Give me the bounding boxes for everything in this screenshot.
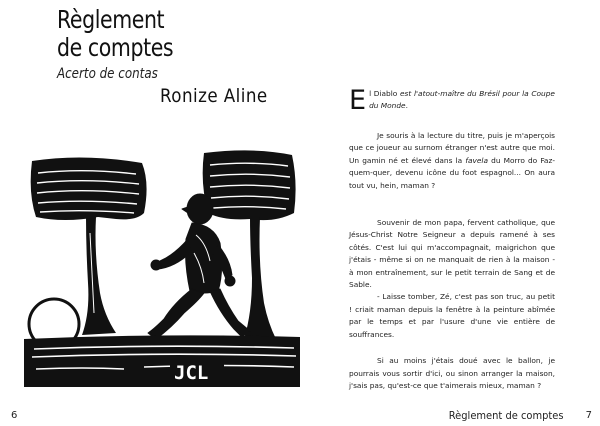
story-title <box>57 6 173 62</box>
story-subtitle: Acerto de contas <box>57 66 158 82</box>
left-tree-trunk <box>82 217 116 335</box>
paragraph-4: Si au moins j'étais doué avec le ballon, je pourrais vous sortir d'ici, ou sinon arranger la maison, j'sais pas, qu'est-ce que t'aimerais mieux, maman ? <box>349 356 555 390</box>
title-line-2: de comptes <box>57 33 174 62</box>
right-tree-trunk <box>244 217 276 339</box>
intro-italic: est l'atout-maître du Brésil pour la Coupe du Monde <box>369 89 555 111</box>
boy-leg-back <box>210 289 250 337</box>
ground <box>24 335 300 387</box>
running-head: Règlement de comptes <box>449 409 564 422</box>
paragraph-3: - Laisse tomber, Zé, c'est pas son truc, au petit ! criait maman depuis la fenêtre à la peinture abîmée par le temps et par l'usure d'une vie entière de souffrances. <box>349 292 555 339</box>
story-text <box>349 85 555 392</box>
page-number-left: 6 <box>11 410 18 421</box>
woodcut-illustration <box>24 143 300 387</box>
intro-end: . <box>405 101 408 111</box>
paragraph-1-end: du Morro do Faz-quem-quer, devenu icône du foot espagnol... On aura tout vu, hein, maman ? <box>349 155 555 190</box>
paragraph-2: Souvenir de mon papa, fervent catholique, que Jésus-Christ Notre Seigneur a depuis ramené à ses côtés. C'est lui qui m'accompagnait, maigrichon que j'étais - même si on ne manquait de rien à la maison - à mon entraînement, sur le petit terrain de Sang et de Sable. <box>349 218 555 290</box>
boy-head <box>187 194 213 224</box>
intro-paragraph <box>349 85 555 124</box>
monogram-jcl: JCL <box>174 362 209 384</box>
paragraph-1-text: Je souris à la lecture du titre, puis je m'aperçois que ce joueur au surnom étranger n'est autre que moi. Un gamin né et élevé dans la <box>349 131 555 165</box>
boy-leg-front <box>148 289 204 339</box>
page-number-right: 7 <box>585 410 592 421</box>
right-page <box>300 0 600 426</box>
author-name: Ronize Aline <box>160 85 268 107</box>
drop-cap: E <box>349 85 367 116</box>
intro-start: l Diablo <box>369 89 400 98</box>
title-line-1: Règlement <box>57 5 165 34</box>
paragraph-1-italic: favela <box>465 155 488 165</box>
paragraph-1 <box>349 130 555 192</box>
